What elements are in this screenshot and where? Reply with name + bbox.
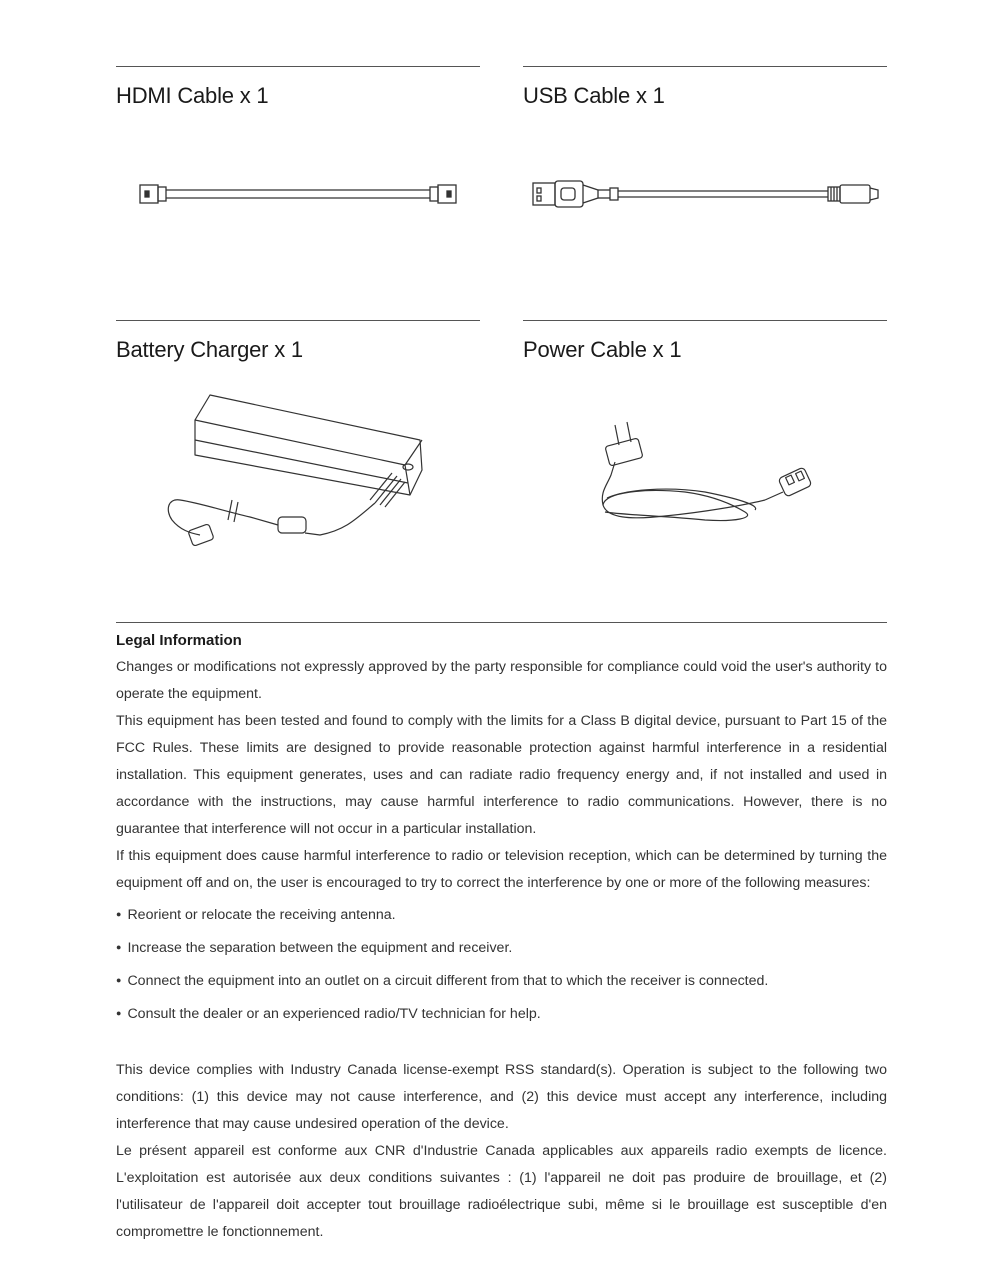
hdmi-cable-illustration bbox=[130, 175, 470, 215]
list-item: ● Increase the separation between the equipment and receiver. bbox=[116, 932, 887, 965]
industry-canada-paragraph-fr: Le présent appareil est conforme aux CNR d'Industrie Canada applicables aux appareils radio exempts de licence. L'exploitation est autorisée aux deux conditions suivantes : (1) l'appareil ne doit pas produire de brouillage, et (2) l'utilisateur de l'appareil doit accepter tout brouillage radioélectrique subi, même si le brouillage est susceptible d'en compromettre le fonctionnement. bbox=[116, 1143, 887, 1240]
divider-battery-charger bbox=[116, 320, 480, 321]
legal-paragraph: This equipment has been tested and found to comply with the limits for a Class B digital device, pursuant to Part 15 of the FCC Rules. These limits are designed to provide reasonable protection against harmful interference in a residential installation. This equipment generates, uses and can radiate radio frequency energy and, if not installed and used in accordance with the instructions, may cause harmful interference to radio communications. However, there is no guarantee that interference will not occur in a particular installation. bbox=[116, 713, 887, 837]
divider-usb bbox=[523, 66, 887, 67]
list-item: ● Connect the equipment into an outlet on a circuit different from that to which the receiver is connected. bbox=[116, 965, 887, 998]
usb-cable-illustration bbox=[528, 175, 888, 215]
divider-legal bbox=[116, 622, 887, 623]
power-cable-title: Power Cable x 1 bbox=[523, 337, 682, 362]
legal-heading: Legal Information bbox=[116, 632, 242, 649]
legal-paragraph: Changes or modifications not expressly approved by the party responsible for compliance could void the user's authority to operate the equipment. bbox=[116, 659, 887, 702]
divider-power-cable bbox=[523, 320, 887, 321]
list-item: ● Reorient or relocate the receiving antenna. bbox=[116, 899, 887, 932]
hdmi-cable-title: HDMI Cable x 1 bbox=[116, 83, 269, 108]
usb-cable-title: USB Cable x 1 bbox=[523, 83, 665, 108]
industry-canada-paragraph: This device complies with Industry Canada license-exempt RSS standard(s). Operation is subject to the following two conditions: (1) this device may not cause interference, and (2) this device must accept any interference, including interference that may cause undesired operation of the device. bbox=[116, 1062, 887, 1132]
list-item: ● Consult the dealer or an experienced radio/TV technician for help. bbox=[116, 998, 887, 1031]
divider-hdmi bbox=[116, 66, 480, 67]
legal-paragraph: If this equipment does cause harmful interference to radio or television reception, which can be determined by turning the equipment off and on, the user is encouraged to try to correct the interference by one or more of the following measures: bbox=[116, 848, 887, 891]
legal-information-section bbox=[116, 630, 887, 1246]
power-cable-illustration bbox=[585, 420, 825, 535]
battery-charger-title: Battery Charger x 1 bbox=[116, 337, 303, 362]
interference-measures-list bbox=[116, 899, 887, 1031]
battery-charger-illustration bbox=[160, 385, 440, 560]
